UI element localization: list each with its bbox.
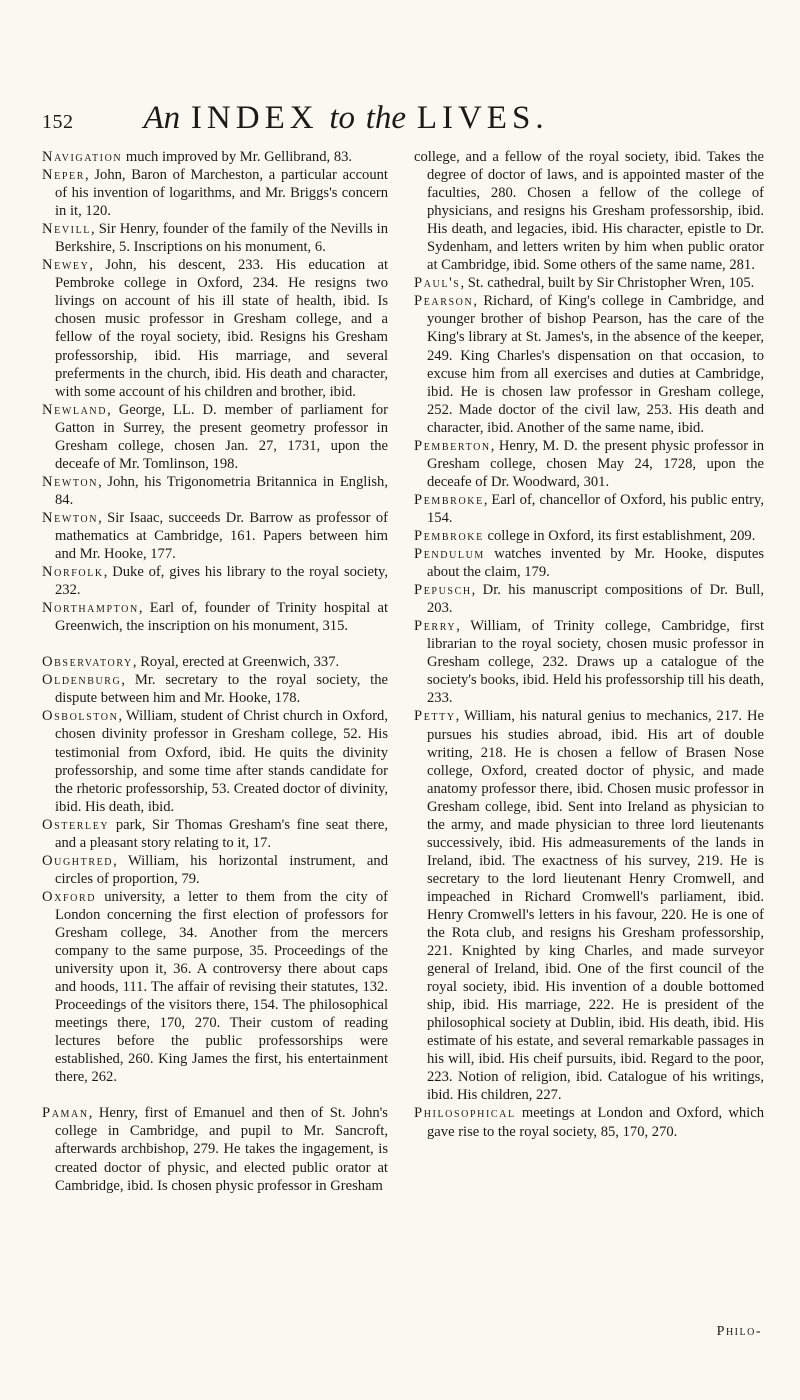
- entry-headword: Pembroke: [414, 491, 484, 508]
- index-entry: [42, 220, 388, 256]
- entry-text: college, and a fellow of the royal society, ibid. Takes the degree of doctor of laws, and is appointed master of the faculties, 280. Chosen a fellow of the college of physicians, and resigns his Gresham professorship, ibid. His death, and legacies, ibid. His character, epistle to Dr. Sydenham, and letters writen by him when public orator at Cambridge, ibid. Some others of the same name, 281.: [414, 149, 764, 274]
- entry-headword: Osbolston: [42, 708, 119, 725]
- index-entry: [414, 1104, 764, 1140]
- index-entry: [42, 256, 388, 400]
- entry-text: meetings at London and Oxford, which gave rise to the royal society, 85, 170, 270.: [427, 1105, 764, 1140]
- entry-headword: Petty: [414, 708, 456, 725]
- entry-headword: Norfolk: [42, 564, 104, 581]
- entry-headword: Pendulum: [414, 546, 485, 563]
- entry-headword: Paman: [42, 1105, 89, 1122]
- entry-headword: Pearson: [414, 293, 474, 310]
- entry-headword: Pepusch: [414, 582, 472, 599]
- index-entry: [42, 599, 388, 635]
- entry-headword: Oxford: [42, 888, 97, 905]
- section-gap: [42, 1086, 388, 1104]
- index-entry: [42, 1104, 388, 1194]
- index-entry: [42, 166, 388, 220]
- page-number: 152: [42, 111, 74, 133]
- entry-text: , Henry, first of Emanuel and then of St. John's college in Cambridge, and pupil to Mr. Sancroft, afterwards archbishop, 279. He takes the ingagement, is created doctor of physic, and elected public orator at Cambridge, ibid. Is chosen physic professor in Gresham: [55, 1105, 388, 1194]
- index-entry: [414, 545, 764, 581]
- index-entry: [42, 816, 388, 852]
- running-header: [42, 100, 762, 140]
- index-entry: [42, 473, 388, 509]
- entry-text: watches invented by Mr. Hooke, disputes about the claim, 179.: [427, 546, 764, 581]
- index-entry: [42, 671, 388, 707]
- section-gap: [42, 635, 388, 653]
- entry-text: , John, Baron of Marcheston, a particular account of his invention of logarithms, and Mr. Briggs's concern in it, 120.: [55, 167, 388, 220]
- left-column: [42, 148, 388, 1195]
- entry-text: , William, his horizontal instrument, and circles of proportion, 79.: [55, 852, 388, 887]
- entry-text: , Duke of, gives his library to the royal society, 232.: [55, 564, 388, 599]
- index-entry: [42, 653, 388, 671]
- index-entry: [42, 707, 388, 815]
- index-entry: [414, 437, 764, 491]
- entry-headword: Osterley: [42, 816, 110, 833]
- entry-headword: Newton: [42, 509, 99, 526]
- index-entry: [414, 527, 764, 545]
- index-entry: [414, 617, 764, 707]
- entry-text: , Earl of, founder of Trinity hospital at Greenwich, the inscription on his monument, 315.: [55, 600, 388, 635]
- entry-headword: Pemberton: [414, 437, 491, 454]
- catchword: Philo-: [716, 1324, 762, 1339]
- index-entry: [414, 581, 764, 617]
- title-the: the: [365, 100, 407, 136]
- entry-headword: Perry: [414, 618, 457, 635]
- entry-headword: Oldenburg: [42, 672, 122, 689]
- entry-text: college in Oxford, its first establishment, 209.: [483, 527, 756, 544]
- title-an: An: [143, 100, 181, 136]
- index-entry: [42, 509, 388, 563]
- entry-text: much improved by Mr. Gellibrand, 83.: [122, 149, 353, 165]
- entry-text: , Mr. secretary to the royal society, the dispute between him and Mr. Hooke, 178.: [55, 672, 388, 707]
- entry-text: , St. cathedral, built by Sir Christopher Wren, 105.: [460, 275, 755, 292]
- entry-headword: Newland: [42, 401, 108, 418]
- entry-headword: Philosophical: [414, 1105, 516, 1122]
- entry-headword: Oughtred: [42, 852, 114, 869]
- entry-text: , George, LL. D. member of parliament for Gatton in Surrey, the present geometry professor in Gresham college, chosen Jan. 27, 1731, upon the deceafe of Mr. Tomlinson, 198.: [55, 401, 388, 472]
- entry-text: , Henry, M. D. the present physic professor in Gresham college, chosen May 24, 1728, upon the deceafe of Dr. Woodward, 301.: [427, 437, 764, 490]
- entry-headword: Paul's: [414, 275, 461, 292]
- entry-text: , Sir Isaac, succeeds Dr. Barrow as professor of mathematics at Cambridge, 161. Papers between him and Mr. Hooke, 177.: [55, 509, 388, 563]
- index-entry: [414, 491, 764, 527]
- index-entry: [42, 401, 388, 473]
- entry-headword: Newey: [42, 257, 90, 274]
- entry-headword: Pembroke: [414, 527, 484, 544]
- title-to: to: [329, 100, 355, 136]
- index-entry: [42, 563, 388, 599]
- entry-headword: Neper: [42, 167, 85, 184]
- entry-text: , Royal, erected at Greenwich, 337.: [132, 654, 340, 671]
- entry-text: , John, his Trigonometria Britannica in English, 84.: [55, 473, 388, 508]
- page-title: [144, 100, 549, 137]
- entry-text: , John, his descent, 233. His education at Pembroke college in Oxford, 234. He resigns two livings on account of his ill state of health, ibid. Is chosen music professor in Gresham college, and a fellow of the royal society, ibid. Resigns his Gresham professorship, ibid. His marriage, and several preferments in the church, ibid. His death and character, with some account of his children and brother, ibid.: [55, 257, 388, 400]
- right-column: [414, 148, 764, 1141]
- entry-text: , William, of Trinity college, Cambridge, first librarian to the royal society, chosen music professor in Gresham college, 232. Draws up a catalogue of the society's books, ibid. Held his professorship till his death, 233.: [427, 618, 764, 707]
- index-entry: [42, 148, 388, 166]
- entry-headword: Observatory: [42, 654, 133, 671]
- index-entry: [42, 888, 388, 1087]
- index-entry: [414, 707, 764, 1104]
- entry-text: , Earl of, chancellor of Oxford, his public entry, 154.: [427, 491, 764, 526]
- entry-text: , William, his natural genius to mechanics, 217. He pursues his studies abroad, ibid. His art of double writing, 218. He is chosen a fellow of Brasen Nose college, Oxford, created doctor of physic, and made anatomy professor there, ibid. Chosen music professor in Gresham college, ibid. Sent into Ireland as physician to the army, and made physician to three lord lieutenants successively, ibid. His admeasurements of the lands in Ireland, ibid. The exactness of his survey, 219. He is secretary to the lord lieutenant Henry Cromwell, and impeached in Richard Cromwell's parliament, ibid. Henry Cromwell's letters in his favour, 220. He is one of the Rota club, and resigns his Gresham professorship, 221. Knighted by king Charles, and made surveyor general of Ireland, ibid. One of the first council of the royal society, ibid. His invention of a double bottomed ship, ibid. His marriage, 222. He is president of the philosophical society at Dublin, ibid. His death, ibid. His estimate of his estate, and several remarkable passages in his will, ibid. His cheif pursuits, ibid. Regard to the poor, 223. Notion of religion, ibid. Catalogue of his writings, ibid. His children, 227.: [427, 708, 764, 1104]
- entry-text: park, Sir Thomas Gresham's fine seat there, and a pleasant story relating to it, 17.: [55, 816, 388, 851]
- title-index: INDEX: [190, 100, 319, 136]
- entry-text: , Richard, of King's college in Cambridge, and younger brother of bishop Pearson, has the care of the King's library at St. James's, in the absence of the keeper, 249. King Charles's dispensation on that occasion, to excuse him from all exercises and duties at Cambridge, ibid. He is chosen law professor in Gresham college, 252. Made doctor of the civil law, 253. His death and character, ibid. Another of the same name, ibid.: [427, 293, 764, 436]
- index-entry: [414, 274, 764, 292]
- entry-headword: Northampton: [42, 600, 139, 617]
- index-entry: [414, 292, 764, 436]
- entry-text: , Dr. his manuscript compositions of Dr. Bull, 203.: [427, 582, 764, 617]
- entry-text: , William, student of Christ church in Oxford, chosen divinity professor in Gresham college, 52. His testimonial from Oxford, ibid. He quits the divinity professorship, and some time after stands candidate for the rhetoric professorship, 53. Created doctor of divinity, ibid. His death, ibid.: [55, 708, 388, 815]
- index-entry: [42, 852, 388, 888]
- entry-headword: Nevill: [42, 221, 92, 238]
- entry-headword: Navigation: [42, 149, 123, 165]
- title-lives: LIVES.: [416, 100, 549, 136]
- entry-text: , Sir Henry, founder of the family of the Nevills in Berkshire, 5. Inscriptions on his monument, 6.: [55, 221, 388, 256]
- entry-headword: Newton: [42, 473, 99, 490]
- entry-text: university, a letter to them from the city of London concerning the first election of professors for Gresham college, 34. Another from the mercers company to the same purpose, 35. Proceedings of the university upon it, 36. A controversy there about caps and hoods, 111. The affair of revising their statutes, 132. Proceedings of the visitors there, 154. The philosophical meetings there, 170, 270. Their custom of reading lectures before the public professorships were established, 260. King James the first, his entertainment there, 262.: [55, 888, 388, 1086]
- index-entry: [414, 148, 764, 274]
